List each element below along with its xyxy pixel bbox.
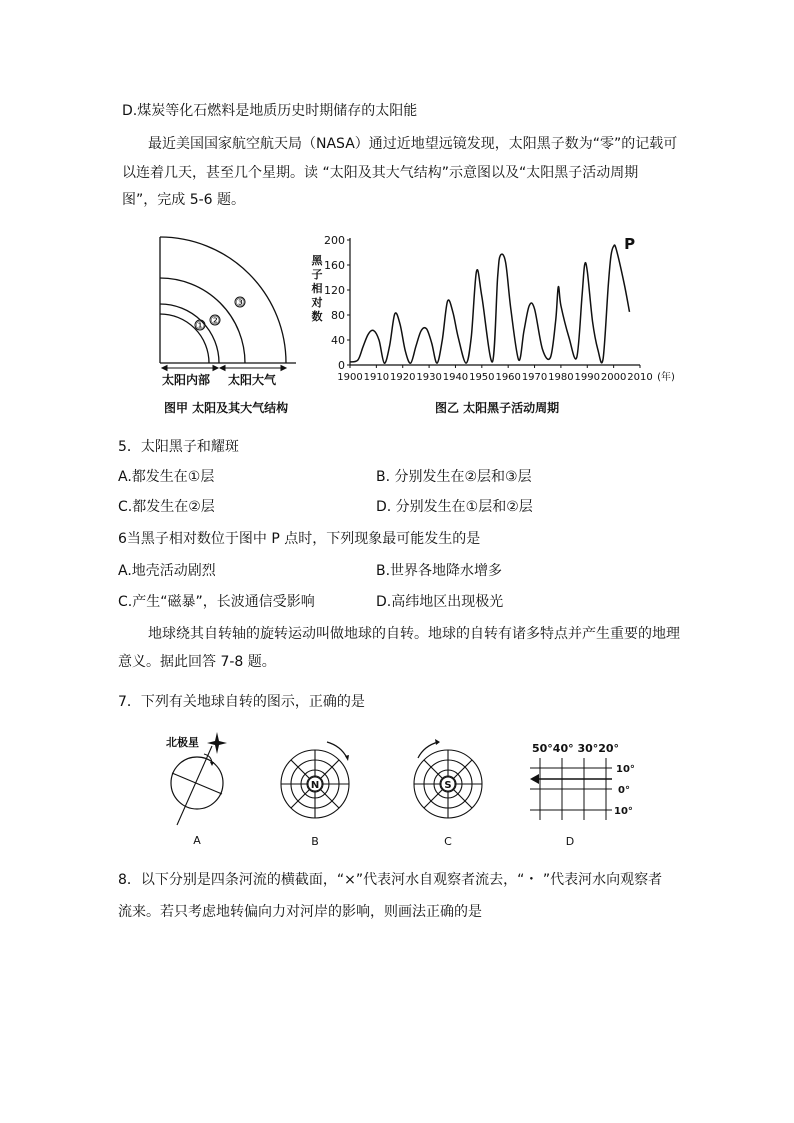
y-axis-label-char: 黑 [311,254,323,267]
layer-3-label: ③ [235,296,245,309]
rotation-figure-d [528,738,658,850]
x-tick-label: 1970 [521,372,548,383]
question-6-option-b: B.世界各地降水增多 [376,563,503,579]
y-tick-label: 120 [324,284,345,297]
north-pole-label: N [310,780,320,791]
x-tick-label: 1940 [442,372,469,383]
sunspot-cycle-chart [305,230,690,390]
x-tick-label: 1920 [390,372,416,383]
rotation-figure-b [275,738,357,850]
lat-10n-label: 10° [616,764,635,775]
figure-a-caption: 图甲 太阳及其大气结构 [164,401,289,415]
x-tick-label: 2010 [627,372,653,383]
x-tick-label: 1910 [363,372,390,383]
south-pole-label: S [444,780,452,791]
question-8-line-2: 流来。若只考虑地转偏向力对河岸的影响，则画法正确的是 [118,904,482,920]
question-6-option-a: A.地壳活动剧烈 [118,563,216,579]
rotation-figure-a [160,728,240,850]
y-tick-label: 80 [331,309,345,322]
figure-c-letter: C [444,835,452,848]
x-tick-label: 1960 [495,372,521,383]
paragraph-1-line-2: 以连着几天，甚至几个星期。读 “太阳及其大气结构”示意图以及“太阳黑子活动周期 [122,165,639,181]
longitude-labels: 50°40° 30°20° [532,742,620,755]
x-tick-label: 1900 [337,372,363,383]
peak-p-label: P [624,235,636,254]
x-tick-label: 2000 [600,372,627,383]
x-tick-label: 1990 [574,372,600,383]
sun-atmosphere-label: 太阳大气 [228,373,277,387]
layer-1-label: ① [195,319,205,332]
x-tick-label: 1930 [416,372,442,383]
paragraph-1-line-1: 最近美国国家航空航天局（NASA）通过近地望远镜发现，太阳黑子数为“零”的记载可 [148,136,678,152]
paragraph-1-line-3: 图”，完成 5-6 题。 [122,192,246,208]
y-tick-label: 40 [331,334,345,347]
question-5-option-a: A.都发生在①层 [118,469,215,485]
figure-d-letter: D [565,835,575,848]
question-5-option-b: B. 分别发生在②层和③层 [376,469,532,485]
option-d-previous: D.煤炭等化石燃料是地质历史时期储存的太阳能 [122,103,418,119]
sun-structure-figure [150,232,300,392]
polaris-label: 北极星 [166,736,199,749]
y-tick-label: 0 [338,359,345,372]
x-tick-label: 1980 [548,372,574,383]
figure-b-caption: 图乙 太阳黑子活动周期 [435,401,560,415]
question-7: 7．下列有关地球自转的图示，正确的是 [118,694,365,710]
question-6-option-c: C.产生“磁暴”，长波通信受影响 [118,594,315,610]
paragraph-2-line-2: 意义。据此回答 7-8 题。 [118,654,276,670]
y-tick-label: 160 [324,259,345,272]
y-tick-label: 200 [324,234,345,247]
question-6-option-d: D.高纬地区出现极光 [376,594,504,610]
question-5-option-c: C.都发生在②层 [118,499,215,515]
y-axis-label-char: 对 [311,296,323,309]
lat-10s-label: 10° [614,806,633,817]
y-axis-label-char: 子 [311,268,323,281]
figure-b-letter: B [311,835,319,848]
question-8-line-1: 8．以下分别是四条河流的横截面，“×”代表河水自观察者流去，“・ ”代表河水向观察者 [118,872,663,888]
x-unit-label: (年) [657,372,675,383]
layer-2-label: ② [210,314,220,327]
x-tick-label: 1950 [469,372,495,383]
rotation-figure-c [408,738,490,850]
figure-a-letter: A [193,834,201,847]
question-6: 6当黑子相对数位于图中 P 点时，下列现象最可能发生的是 [118,531,481,547]
y-axis-label-char: 数 [311,310,323,323]
y-axis-label-char: 相 [311,282,323,295]
sun-interior-label: 太阳内部 [162,373,211,387]
lat-0-label: 0° [618,785,630,796]
paragraph-2-line-1: 地球绕其自转轴的旋转运动叫做地球的自转。地球的自转有诸多特点并产生重要的地理 [148,626,680,642]
question-5: 5．太阳黑子和耀斑 [118,439,239,455]
question-5-option-d: D. 分别发生在①层和②层 [376,499,533,515]
sunspot-series-line [350,245,630,363]
